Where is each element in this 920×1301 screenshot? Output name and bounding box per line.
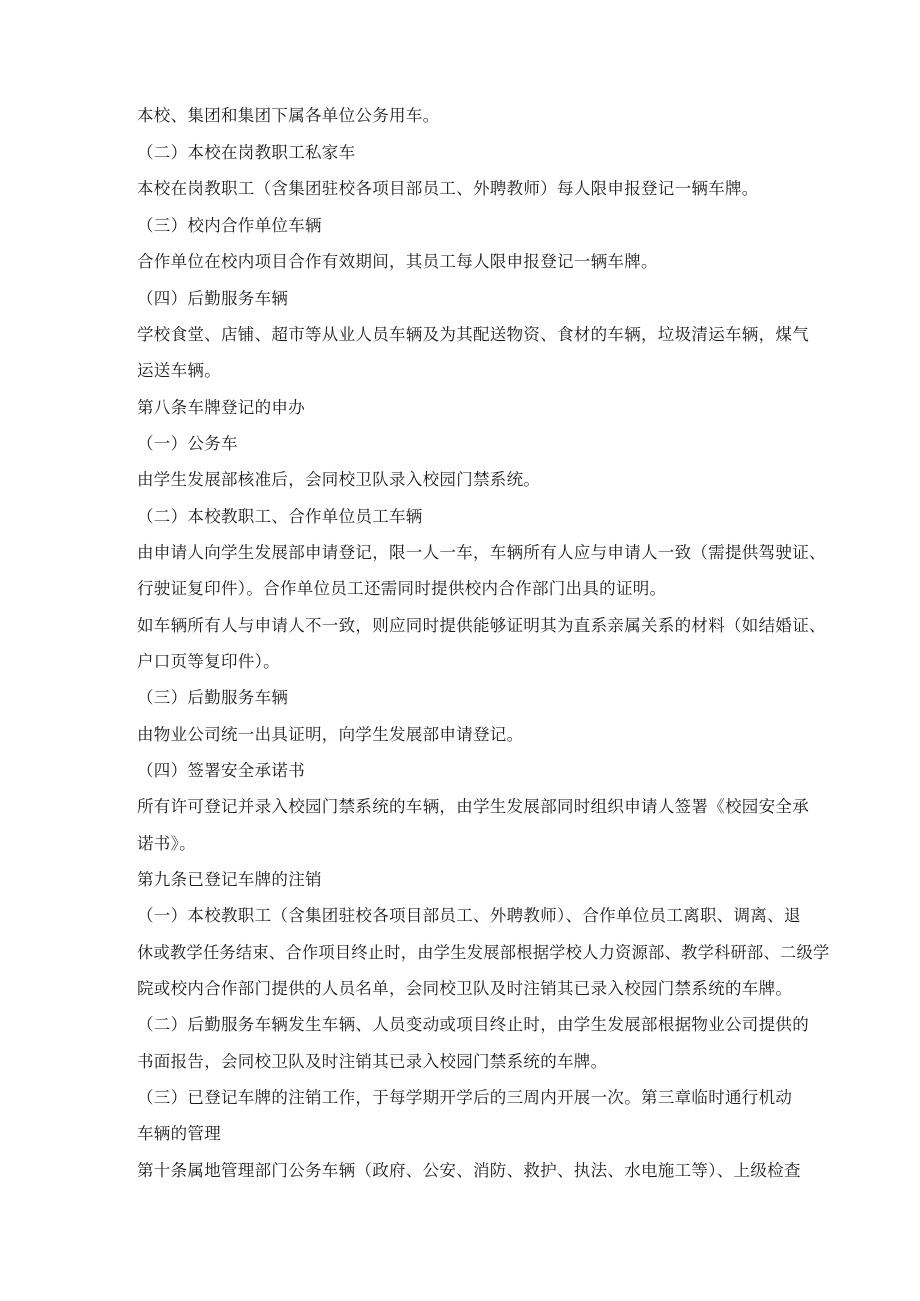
text-line: 运送车辆。 <box>137 361 221 380</box>
text-line: （三）已登记车牌的注销工作，于每学期开学后的三周内开展一次。第三章临时通行机动 <box>137 1088 793 1107</box>
text-line: 休或教学任务结束、合作项目终止时，由学生发展部根据学校人力资源部、教学科研部、二级学 <box>137 943 830 962</box>
text-line: 车辆的管理 <box>137 1124 221 1143</box>
text-line: 由物业公司统一出具证明，向学生发展部申请登记。 <box>137 725 524 744</box>
text-line: （一）本校教职工（含集团驻校各项目部员工、外聘教师）、合作单位员工离职、调离、退 <box>137 906 801 925</box>
text-line: 本校在岗教职工（含集团驻校各项目部员工、外聘教师）每人限申报登记一辆车牌。 <box>137 179 759 198</box>
text-line: 第八条车牌登记的申办 <box>137 398 305 417</box>
text-line: 户口页等复印件）。 <box>137 652 280 671</box>
text-line: （一）公务车 <box>137 434 238 453</box>
text-line: 行驶证复印件）。合作单位员工还需同时提供校内合作部门出具的证明。 <box>137 579 667 598</box>
text-line: 诺书》。 <box>137 834 196 853</box>
text-line: 如车辆所有人与申请人不一致，则应同时提供能够证明其为直系亲属关系的材料（如结婚证、 <box>137 616 826 635</box>
text-line: 书面报告，会同校卫队及时注销其已录入校园门禁系统的车牌。 <box>137 1052 608 1071</box>
text-line: 由申请人向学生发展部申请登记，限一人一车，车辆所有人应与申请人一致（需提供驾驶证、 <box>137 543 826 562</box>
text-line: 第九条已登记车牌的注销 <box>137 870 322 889</box>
text-line: 第十条属地管理部门公务车辆（政府、公安、消防、救护、执法、水电施工等）、上级检查 <box>137 1161 801 1180</box>
text-line: （二）后勤服务车辆发生车辆、人员变动或项目终止时，由学生发展部根据物业公司提供的 <box>137 1015 809 1034</box>
text-line: 由学生发展部核准后，会同校卫队录入校园门禁系统。 <box>137 470 541 489</box>
text-line: 合作单位在校内项目合作有效期间，其员工每人限申报登记一辆车牌。 <box>137 252 658 271</box>
text-line: （二）本校在岗教职工私家车 <box>137 143 356 162</box>
text-line: 本校、集团和集团下属各单位公务用车。 <box>137 106 440 125</box>
text-line: （三）后勤服务车辆 <box>137 688 289 707</box>
text-line: （四）签署安全承诺书 <box>137 761 305 780</box>
text-line: 院或校内合作部门提供的人员名单，会同校卫队及时注销其已录入校园门禁系统的车牌。 <box>137 979 793 998</box>
text-line: （二）本校教职工、合作单位员工车辆 <box>137 507 423 526</box>
text-line: 所有许可登记并录入校园门禁系统的车辆，由学生发展部同时组织申请人签署《校园安全承 <box>137 797 809 816</box>
text-line: 学校食堂、店铺、超市等从业人员车辆及为其配送物资、食材的车辆，垃圾清运车辆，煤气 <box>137 325 809 344</box>
text-line: （四）后勤服务车辆 <box>137 289 289 308</box>
text-line: （三）校内合作单位车辆 <box>137 216 322 235</box>
